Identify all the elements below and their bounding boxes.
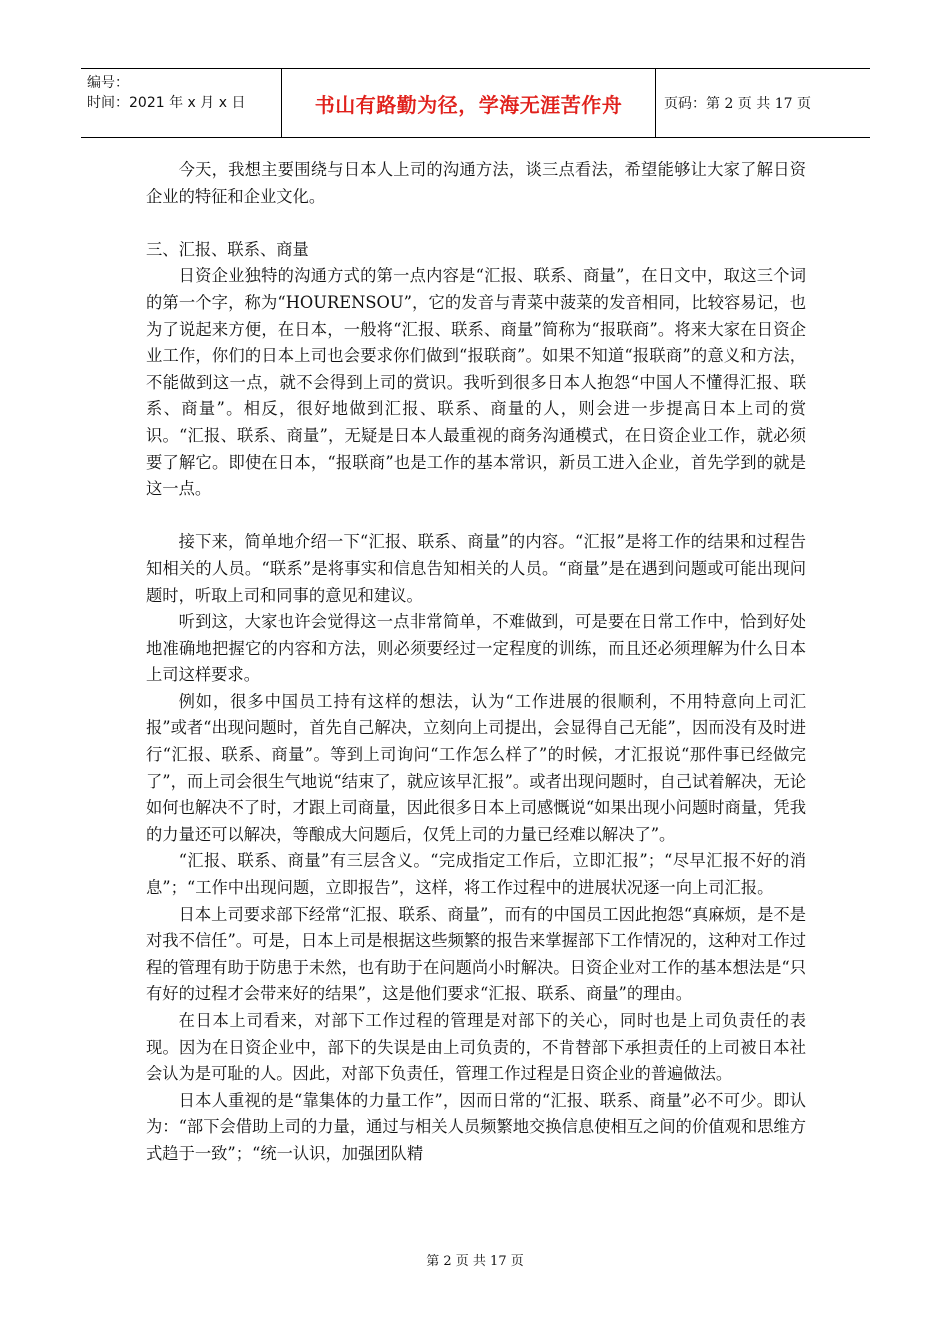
paragraph: 日本人重视的是“靠集体的力量工作”，因而日常的“汇报、联系、商量”必不可少。即认为：“部下会借助上司的力量，通过与相关人员频繁地交换信息使相互之间的价值观和思维方式趋于一致”；“统一认识，加强团队精: [146, 1090, 806, 1163]
page-label: 页码：第 2 页 共 17 页: [664, 96, 811, 112]
paragraph: 日本上司要求部下经常“汇报、联系、商量”，而有的中国员工因此抱怨“真麻烦，是不是对我不信任”。可是，日本上司是根据这些频繁的报告来掌握部下工作情况的，这种对工作过程的管理有助于防患于未然，也有助于在问题尚小时解决。日资企业对工作的基本想法是“只有好的过程才会带来好的结果”，这是他们要求“汇报、联系、商量”的理由。: [146, 904, 806, 1004]
paragraph: 听到这，大家也许会觉得这一点非常简单，不难做到，可是要在日常工作中，恰到好处地准确地把握它的内容和方法，则必须要经过一定程度的训练，而且还必须理解为什么日本上司这样要求。: [146, 612, 806, 685]
motto: 书山有路勤为径，学海无涯苦作舟: [314, 92, 623, 117]
paragraph: 日资企业独特的沟通方式的第一点内容是“汇报、联系、商量”，在日文中，取这三个词的第一个字，称为“HOURENSOU”，它的发音与青菜中菠菜的发音相同，比较容易记，也为了说起来方便，在日本，一般将“汇报、联系、商量”简称为“报联商”。将来大家在日资企业工作，你们的日本上司也会要求你们做到“报联商”。如果不知道“报联商”的意义和方法，不能做到这一点，就不会得到上司的赏识。我听到很多日本人抱怨“中国人不懂得汇报、联系、商量”。相反，很好地做到汇报、联系、商量的人，则会进一步提高日本上司的赏识。“汇报、联系、商量”，无疑是日本人最重视的商务沟通模式，在日资企业工作，就必须要了解它。即使在日本，“报联商”也是工作的基本常识，新员工进入企业，首先学到的就是这一点。: [146, 266, 806, 499]
paragraph-intro: 今天，我想主要围绕与日本人上司的沟通方法，谈三点看法，希望能够让大家了解日资企业的特征和企业文化。: [146, 160, 806, 206]
section-heading: 三、汇报、联系、商量: [146, 239, 309, 259]
header-meta: [81, 69, 282, 137]
number-label: 编号：: [87, 75, 129, 91]
time-label: 时间：2021 年 x 月 x 日: [87, 95, 246, 111]
page-header: [81, 68, 870, 138]
document-body: [146, 157, 806, 1168]
paragraph: 接下来，简单地介绍一下“汇报、联系、商量”的内容。“汇报”是将工作的结果和过程告知相关的人员。“联系”是将事实和信息告知相关的人员。“商量”是在遇到问题或可能出现问题时，听取上司和同事的意见和建议。: [146, 532, 806, 605]
header-page-cell: [656, 69, 870, 137]
paragraph: 在日本上司看来，对部下工作过程的管理是对部下的关心，同时也是上司负责任的表现。因为在日资企业中，部下的失误是由上司负责的，不肯替部下承担责任的上司被日本社会认为是可耻的人。因此，对部下负责任，管理工作过程是日资企业的普遍做法。: [146, 1011, 806, 1084]
header-motto-cell: [282, 69, 656, 137]
paragraph: “汇报、联系、商量”有三层含义。“完成指定工作后，立即汇报”；“尽早汇报不好的消息”；“工作中出现问题，立即报告”，这样，将工作过程中的进展状况逐一向上司汇报。: [146, 851, 806, 898]
page-footer: 第 2 页 共 17 页: [426, 1254, 524, 1269]
paragraph: 例如，很多中国员工持有这样的想法，认为“工作进展的很顺利，不用特意向上司汇报”或者“出现问题时，首先自己解决，立刻向上司提出，会显得自己无能”，因而没有及时进行“汇报、联系、商量”。等到上司询问“工作怎么样了”的时候，才汇报说“那件事已经做完了”，而上司会很生气地说“结束了，就应该早汇报”。或者出现问题时，自己试着解决，无论如何也解决不了时，才跟上司商量，因此很多日本上司感慨说“如果出现小问题时商量，凭我的力量还可以解决，等酿成大问题后，仅凭上司的力量已经难以解决了”。: [146, 691, 806, 844]
